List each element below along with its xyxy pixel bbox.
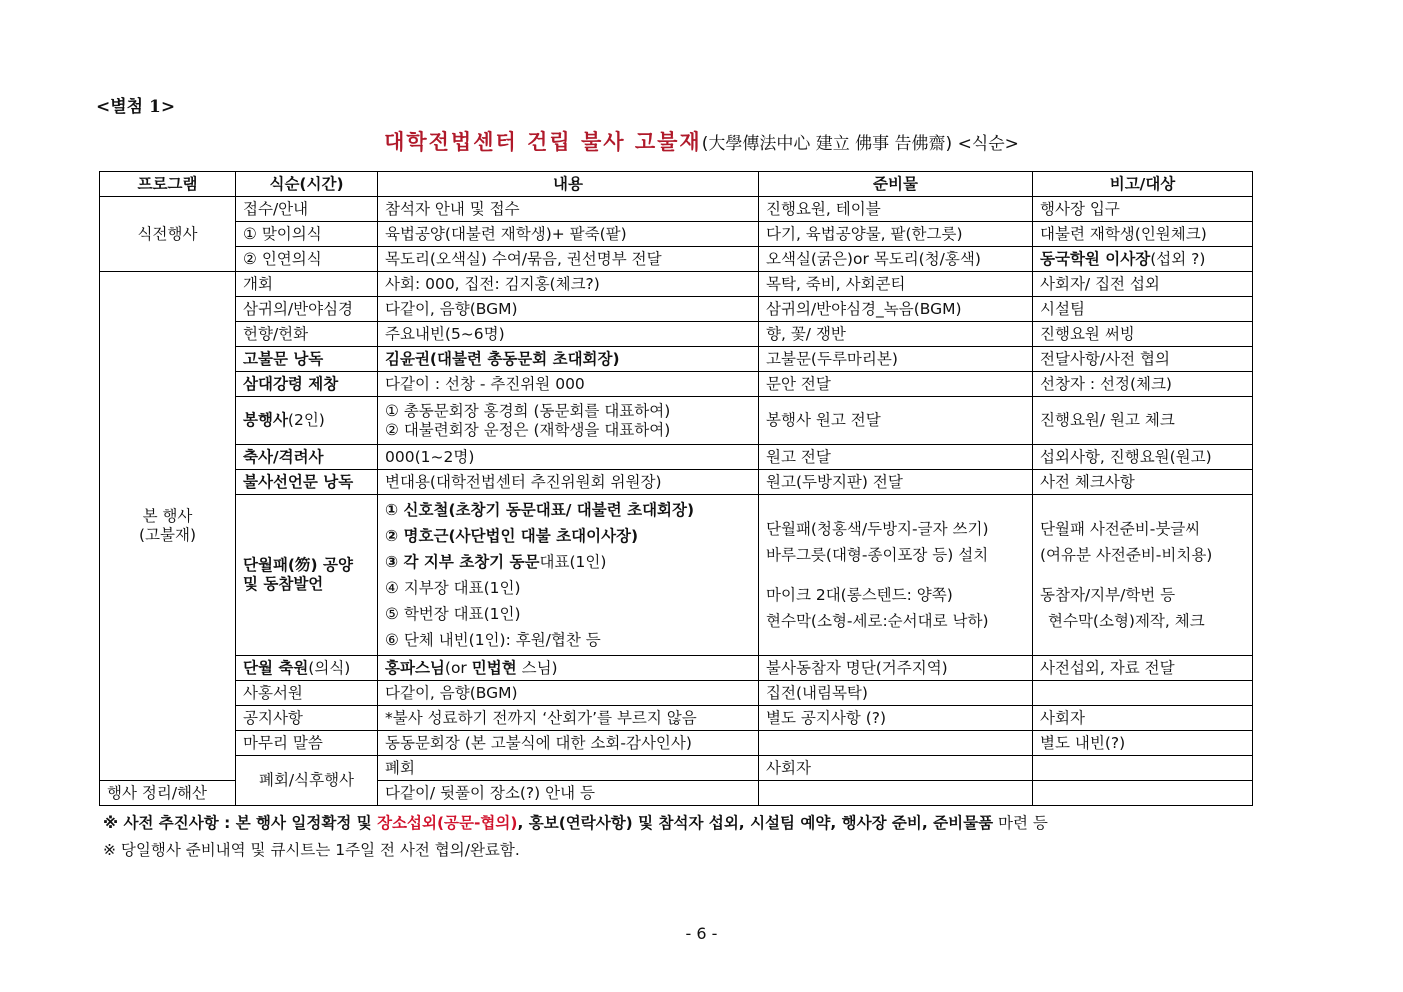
header-prep: 준비물	[759, 172, 1033, 197]
content-cell: 사회: 000, 집전: 김지홍(체크?)	[378, 272, 759, 297]
content-cell: 다같이 : 선창 - 추진위원 000	[378, 372, 759, 397]
content-bold: ③ 각 지부 초창기 동문	[385, 553, 540, 571]
content-cell: 육법공양(대불련 재학생)+ 팥죽(팥)	[378, 222, 759, 247]
note-text: , 홍보(연락사항) 및 참석자 섭외, 시설팀 예약, 행사장 준비, 준비물품	[517, 814, 994, 832]
content-cell: 변대용(대학전법센터 추진위원회 위원장)	[378, 470, 759, 495]
note-cell: 전달사항/사전 협의	[1033, 347, 1253, 372]
note-cell: 진행요원 써빙	[1033, 322, 1253, 347]
table-row	[100, 445, 1253, 470]
content-end: 스님)	[516, 658, 558, 677]
step-cell: 공지사항	[236, 706, 378, 731]
content-bold: 홍파스님	[385, 658, 445, 677]
prep-cell: 고불문(두루마리본)	[759, 347, 1033, 372]
content-cell: 다같이, 음향(BGM)	[378, 681, 759, 706]
content-cell: 사회자	[759, 756, 1033, 781]
step-rest: (笏) 공양	[287, 556, 353, 574]
note-cell: 사전섭외, 자료 전달	[1033, 656, 1253, 681]
prep-line: 마이크 2대(롱스텐드: 양쪽)	[766, 586, 953, 604]
prep-cell: 집전(내림목탁)	[759, 681, 1033, 706]
prep-cell	[1033, 756, 1253, 781]
table-row	[100, 397, 1253, 445]
table-row	[100, 247, 1253, 272]
prep-cell	[759, 781, 1033, 806]
table-row	[100, 681, 1253, 706]
prep-cell: 삼귀의/반야심경_녹음(BGM)	[759, 297, 1033, 322]
content-rest: 대표(1인)	[539, 553, 607, 571]
table-row	[100, 347, 1253, 372]
content-line: ⑤ 학번장 대표(1인)	[385, 605, 521, 623]
header-note: 비고/대상	[1033, 172, 1253, 197]
note-cell: 섭외사항, 진행요원(원고)	[1033, 445, 1253, 470]
note-cell	[1033, 247, 1253, 272]
footnote-1	[103, 810, 1048, 837]
content-line: ② 명호근(사단법인 대불 초대이사장)	[385, 527, 639, 545]
prep-line: 현수막(소형-세로:순서대로 낙하)	[766, 612, 989, 630]
step-cell: ① 맞이의식	[236, 222, 378, 247]
content-cell: 주요내빈(5~6명)	[378, 322, 759, 347]
note-cell: 시설팀	[1033, 297, 1253, 322]
table-row	[100, 495, 1253, 656]
note-text: 마련 등	[993, 814, 1048, 832]
header-step: 식순(시간)	[236, 172, 378, 197]
page-number: - 6 -	[685, 924, 718, 943]
prep-line: 단월패(청홍색/두방지-글자 쓰기)	[766, 520, 989, 538]
content-bold: 민법현	[471, 658, 517, 677]
table-row	[100, 470, 1253, 495]
prep-line: 바루그릇(대형-종이포장 등) 설치	[766, 546, 989, 564]
note-line: 단월패 사전준비-붓글씨	[1040, 520, 1201, 538]
prep-cell: 원고 전달	[759, 445, 1033, 470]
table-row	[100, 297, 1253, 322]
step-cell: 개회	[236, 272, 378, 297]
prep-cell: 불사동참자 명단(거주지역)	[759, 656, 1033, 681]
note-highlight: 장소섭외(공문-협의)	[377, 814, 518, 832]
note-cell	[1033, 495, 1253, 656]
content-cell	[378, 397, 759, 445]
note-cell: 선창자 : 선정(체크)	[1033, 372, 1253, 397]
note-line: 동참자/지부/학번 등	[1040, 586, 1176, 604]
group-main-line2: (고불재)	[138, 526, 196, 544]
table-row	[100, 756, 1253, 781]
content-cell: *불사 성료하기 전까지 ‘산회가’를 부르지 않음	[378, 706, 759, 731]
group-main	[100, 272, 236, 781]
note-cell: 대불련 재학생(인원체크)	[1033, 222, 1253, 247]
table-row	[100, 197, 1253, 222]
step-rest: (2인)	[287, 411, 325, 429]
step-cell	[236, 495, 378, 656]
note-cell: 별도 내빈(?)	[1033, 731, 1253, 756]
footnote-2: ※ 당일행사 준비내역 및 큐시트는 1주일 전 사전 협의/완료함.	[103, 841, 520, 859]
content-cell: 김윤권(대불련 총동문회 초대회장)	[378, 347, 759, 372]
prep-cell: 다기, 육법공양물, 팥(한그릇)	[759, 222, 1033, 247]
step-cell: 삼귀의/반야심경	[236, 297, 378, 322]
step-cell: ② 인연의식	[236, 247, 378, 272]
step-rest: (의식)	[308, 658, 351, 677]
prep-cell: 목탁, 죽비, 사회콘티	[759, 272, 1033, 297]
content-cell	[378, 656, 759, 681]
content-line: ② 대불련회장 운정은 (재학생을 대표하여)	[385, 420, 671, 439]
step-cell	[236, 656, 378, 681]
prep-cell: 향, 꽃/ 쟁반	[759, 322, 1033, 347]
note-line: 현수막(소형)제작, 체크	[1048, 612, 1205, 630]
table-row	[100, 272, 1253, 297]
step-line1	[243, 556, 370, 575]
step-cell: 불사선언문 낭독	[236, 470, 378, 495]
step-bold: 봉행사	[243, 411, 288, 429]
content-line	[385, 549, 751, 575]
content-cell: 목도리(오색실) 수여/묶음, 권선명부 전달	[378, 247, 759, 272]
step-cell: 고불문 낭독	[236, 347, 378, 372]
step-cell: 접수/안내	[236, 197, 378, 222]
step-cell: 행사 정리/해산	[100, 781, 236, 806]
table-row	[100, 222, 1253, 247]
note-cell: 사회자/ 집전 섭외	[1033, 272, 1253, 297]
content-cell	[378, 495, 759, 656]
content-line: ① 총동문회장 홍경희 (동문회를 대표하여)	[385, 401, 671, 420]
content-line: ⑥ 단체 내빈(1인): 후원/협찬 등	[385, 631, 601, 649]
content-cell: 다같이, 음향(BGM)	[378, 297, 759, 322]
title-main: 대학전법센터 건립 불사 고불재	[384, 130, 702, 154]
step-cell: 삼대강령 제창	[236, 372, 378, 397]
table-row	[100, 731, 1253, 756]
prep-cell: 진행요원, 테이블	[759, 197, 1033, 222]
content-cell: 참석자 안내 및 접수	[378, 197, 759, 222]
note-cell: 진행요원/ 원고 체크	[1033, 397, 1253, 445]
step-cell	[236, 397, 378, 445]
note-bold: 동국학원 이사장	[1040, 249, 1151, 268]
prep-cell: 문안 전달	[759, 372, 1033, 397]
header-program: 프로그램	[100, 172, 236, 197]
table-row	[100, 322, 1253, 347]
note-cell: 행사장 입구	[1033, 197, 1253, 222]
step-bold: 단월패	[243, 556, 288, 574]
table-header-row	[100, 172, 1253, 197]
step-cell: 폐회	[378, 756, 759, 781]
content-line: ④ 지부장 대표(1인)	[385, 579, 521, 597]
title-sub: (大學傳法中心 建立 佛事 告佛齋) <식순>	[701, 134, 1019, 154]
footnotes	[103, 810, 1048, 864]
step-bold: 단월 축원	[243, 658, 309, 677]
group-pre: 식전행사	[100, 197, 236, 272]
spacer	[1040, 568, 1245, 582]
program-table	[99, 171, 1253, 806]
step-cell: 사홍서원	[236, 681, 378, 706]
prep-cell: 오색실(굵은)or 목도리(청/홍색)	[759, 247, 1033, 272]
content-line: ① 신호철(초창기 동문대표/ 대불련 초대회장)	[385, 501, 695, 519]
step-cell: 헌향/헌화	[236, 322, 378, 347]
attachment-label: <별첨 1>	[96, 97, 176, 117]
table-row	[100, 656, 1253, 681]
content-cell: 000(1~2명)	[378, 445, 759, 470]
note-text: 및	[351, 814, 378, 832]
prep-cell	[759, 495, 1033, 656]
note-cell: 사전 체크사항	[1033, 470, 1253, 495]
table-row	[100, 706, 1253, 731]
prep-cell	[759, 731, 1033, 756]
content-cell: 동동문회장 (본 고불식에 대한 소회-감사인사)	[378, 731, 759, 756]
step-cell: 마무리 말씀	[236, 731, 378, 756]
prep-cell: 원고(두방지판) 전달	[759, 470, 1033, 495]
document-title	[0, 126, 1403, 156]
content-cell: 다같이/ 뒷풀이 장소(?) 안내 등	[378, 781, 759, 806]
spacer	[766, 568, 1025, 582]
note-rest: (섭외 ?)	[1150, 249, 1206, 268]
step-cell: 축사/격려사	[236, 445, 378, 470]
content-mid: (or	[444, 658, 472, 677]
note-text: ※ 사전 추진사항 : 본 행사	[103, 814, 292, 832]
note-line: (여유분 사전준비-비치용)	[1040, 546, 1213, 564]
note-text: 일정확정	[291, 814, 352, 832]
group-main-line1: 본 행사	[142, 507, 193, 525]
prep-cell: 봉행사 원고 전달	[759, 397, 1033, 445]
prep-cell: 별도 공지사항 (?)	[759, 706, 1033, 731]
group-close: 폐회/식후행사	[236, 756, 378, 806]
header-content: 내용	[378, 172, 759, 197]
table-row	[100, 372, 1253, 397]
step-line2: 및 동참발언	[243, 575, 324, 593]
note-cell	[1033, 781, 1253, 806]
note-cell	[1033, 681, 1253, 706]
note-cell: 사회자	[1033, 706, 1253, 731]
